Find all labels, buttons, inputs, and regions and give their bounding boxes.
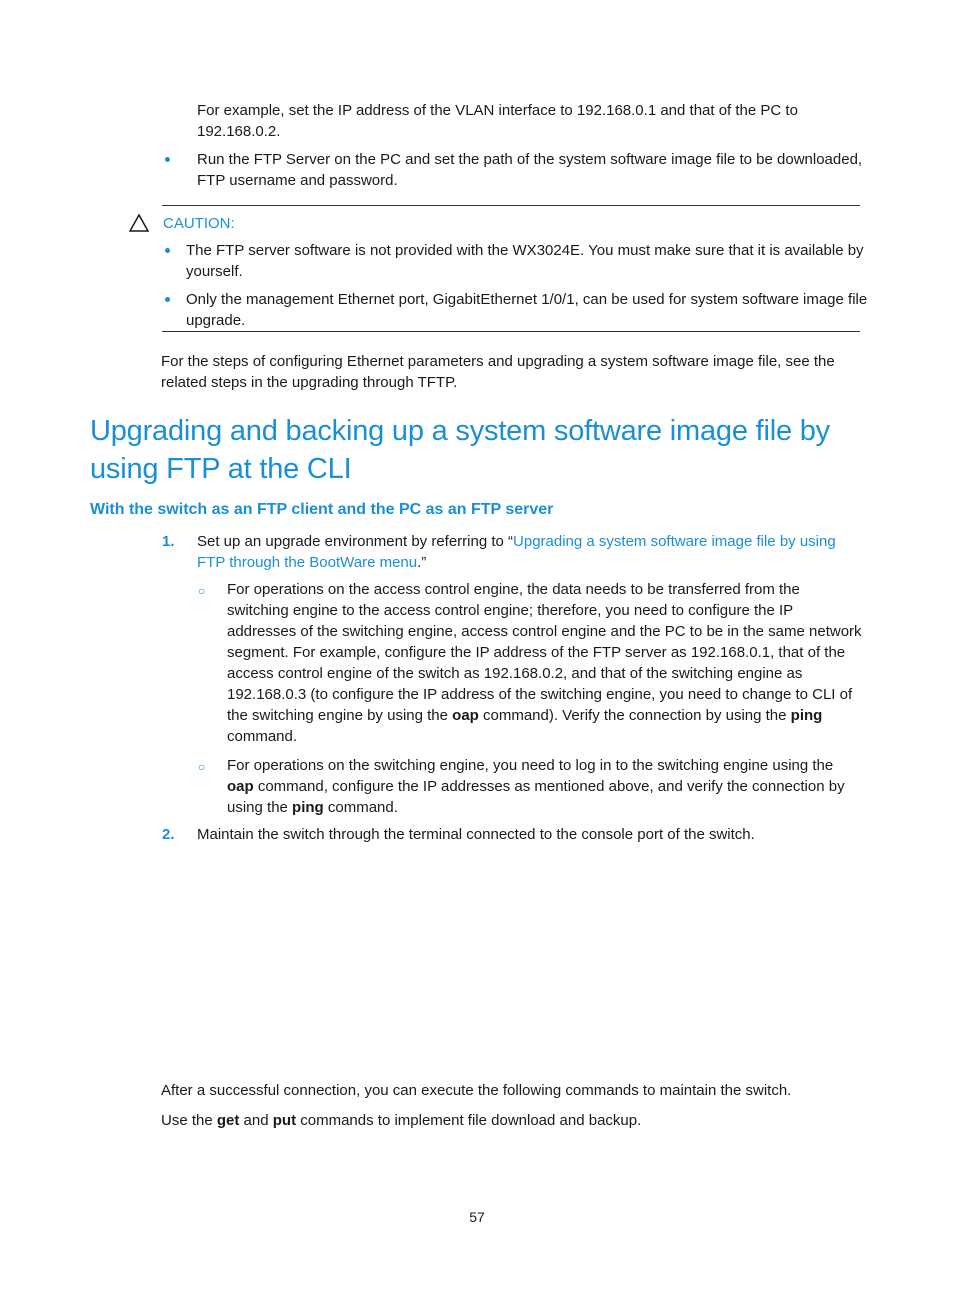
- sub1-line8: command.: [227, 728, 298, 745]
- sub2-line1: For operations on the switching engine, you need to log in to the switching engine using the: [227, 757, 834, 774]
- oap-keyword: oap: [227, 778, 254, 795]
- get-put-c: and: [239, 1112, 273, 1129]
- sub2-line3-a: using the: [227, 799, 293, 816]
- get-put-e: commands to implement file download and backup.: [296, 1112, 642, 1129]
- step-1-number: 1.: [162, 533, 175, 550]
- bullet-icon: [165, 157, 170, 162]
- sub1-line7: [227, 705, 822, 726]
- caution-top-rule: [162, 205, 860, 206]
- caution-label: CAUTION:: [163, 215, 235, 232]
- step-2-number: 2.: [162, 826, 175, 843]
- bootware-link[interactable]: Upgrading a system software image file by using: [513, 533, 836, 550]
- bootware-link-cont[interactable]: FTP through the BootWare menu: [197, 554, 418, 571]
- step-1-text: [197, 531, 836, 552]
- get-put-para: [161, 1110, 641, 1131]
- bullet-ftp-server-line2: FTP username and password.: [197, 172, 398, 189]
- put-keyword: put: [272, 1112, 297, 1129]
- section-heading-line2: using FTP at the CLI: [90, 453, 352, 485]
- intro-line1: For the steps of configuring Ethernet parameters and upgrading a system software image file, see the: [161, 353, 835, 370]
- step-1-suffix: .”: [417, 554, 427, 571]
- sub2-line3: [227, 797, 398, 818]
- step-1-prefix: Set up an upgrade environment by referring to “: [197, 533, 514, 550]
- sub1-line4: segment. For example, configure the IP address of the FTP server as 192.168.0.1, that of the: [227, 644, 846, 661]
- sub-bullet-icon: ○: [198, 760, 206, 774]
- sub2-line2-b: command, configure the IP addresses as mentioned above, and verify the connection by: [253, 778, 845, 795]
- para-example-line1: For example, set the IP address of the VLAN interface to 192.168.0.1 and that of the PC to: [197, 102, 798, 119]
- caution-item-2-line2: upgrade.: [186, 312, 246, 329]
- section-heading-line1: Upgrading and backing up a system software image file by: [90, 415, 830, 447]
- page-number: 57: [469, 1209, 485, 1225]
- bullet-ftp-server-line1: Run the FTP Server on the PC and set the path of the system software image file to be downloaded,: [197, 151, 863, 168]
- caution-warning-icon: [129, 214, 149, 232]
- sub1-line5: access control engine of the switch as 192.168.0.2, and that of the switching engine as: [227, 665, 803, 682]
- sub1-line3: addresses of the switching engine, access control engine and the PC to be in the same network: [227, 623, 862, 640]
- sub1-line7-c: command). Verify the connection by using the: [478, 707, 791, 724]
- sub1-line6: 192.168.0.3 (to configure the IP address of the switching engine, you need to change to CLI of: [227, 686, 853, 703]
- caution-item-1-line1: The FTP server software is not provided with the WX3024E. You must make sure that it is available by: [186, 242, 864, 259]
- caution-item-2-line1: Only the management Ethernet port, GigabitEthernet 1/0/1, can be used for system software image file: [186, 291, 868, 308]
- para-example-line2: 192.168.0.2.: [197, 123, 281, 140]
- get-put-a: Use the: [161, 1112, 217, 1129]
- bullet-icon: [165, 297, 170, 302]
- oap-keyword: oap: [452, 707, 479, 724]
- step-1-text-line2: [197, 552, 426, 573]
- intro-line2: related steps in the upgrading through TFTP.: [161, 374, 458, 391]
- step-2-text: Maintain the switch through the terminal connected to the console port of the switch.: [197, 826, 755, 843]
- bullet-icon: [165, 248, 170, 253]
- get-keyword: get: [216, 1112, 240, 1129]
- after-connection-para: After a successful connection, you can execute the following commands to maintain the switch.: [161, 1082, 792, 1099]
- sub2-line2: [227, 776, 845, 797]
- sub2-line3-c: command.: [323, 799, 398, 816]
- caution-item-1-line2: yourself.: [186, 263, 243, 280]
- ping-keyword: ping: [292, 799, 324, 816]
- sub1-line1: For operations on the access control engine, the data needs to be transferred from the: [227, 581, 800, 598]
- sub-bullet-icon: ○: [198, 584, 206, 598]
- section-heading: [90, 412, 880, 488]
- sub1-line7-a: the switching engine by using the: [227, 707, 453, 724]
- sub1-line2: switching engine to the access control engine; therefore, you need to configure the IP: [227, 602, 794, 619]
- caution-bottom-rule: [162, 331, 860, 332]
- ping-keyword: ping: [790, 707, 823, 724]
- subsection-heading: With the switch as an FTP client and the PC as an FTP server: [90, 501, 554, 518]
